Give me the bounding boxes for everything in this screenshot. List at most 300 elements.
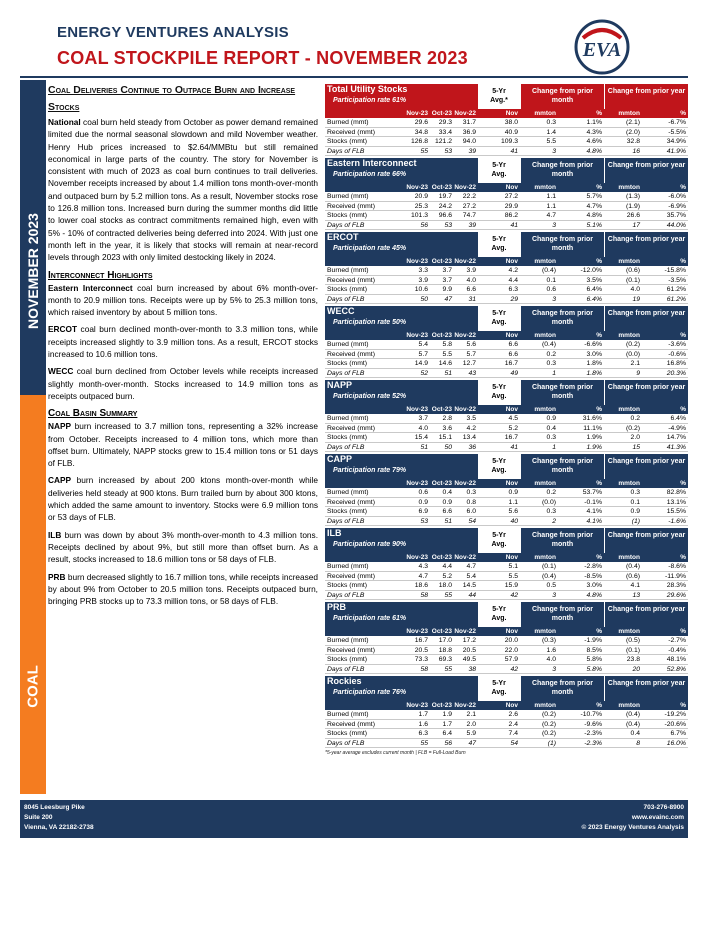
change-year-header: Change from prior year (604, 676, 688, 701)
ei-label: Eastern Interconnect (48, 282, 133, 293)
table-cell: 0.3 (546, 508, 556, 515)
table-cell: 96.6 (438, 212, 452, 219)
table-cell: 16.8% (666, 360, 686, 367)
table-cell: -3.6% (668, 341, 686, 348)
column-header: % (680, 110, 686, 117)
table-cell: 38.0 (504, 119, 518, 126)
row-label: Burned (mmt) (327, 119, 369, 126)
region-name: NAPP (327, 380, 353, 390)
table-cell: 16.0% (666, 739, 686, 747)
column-header: mmton (618, 628, 640, 635)
table-cell: 14.7% (666, 434, 686, 441)
change-year-header: Change from prior year (604, 454, 688, 479)
column-header: Oct-23 (431, 554, 452, 561)
column-header: Nov-22 (454, 480, 476, 487)
table-cell: 31.6% (582, 415, 602, 422)
table-cell: 1 (552, 369, 556, 377)
five-year-avg-header (478, 232, 520, 257)
table-cell: 50 (444, 443, 452, 451)
table-cell: 39 (468, 221, 476, 229)
ei-text: coal burn increased by about 6% month-over-month to 20.9 million tons. Receipts were up by 5% to 25.3 million tons, which raised inventory by about 5 million tons. (48, 282, 318, 318)
five-yr-label: 5-Yr (492, 606, 506, 613)
table-cell: 53.7% (582, 489, 602, 496)
table-cell: 0.3 (630, 489, 640, 496)
table-cell: 4.8% (586, 591, 602, 599)
column-header: % (680, 628, 686, 635)
table-cell: 4.6% (586, 138, 602, 145)
table-row (325, 433, 688, 443)
table-cell: 23.8 (626, 656, 640, 663)
table-cell: 20.5 (462, 646, 476, 654)
table-cell: -8.6% (668, 563, 686, 570)
table-cell: 4.8% (586, 212, 602, 219)
table-cell: 121.2 (434, 138, 452, 145)
table-cell: 5.9 (466, 730, 476, 737)
table-cell: 49 (510, 369, 518, 377)
table-cell: 43 (468, 369, 476, 377)
avg-label: Avg. (491, 245, 507, 252)
column-header: Nov-23 (406, 258, 428, 265)
table-cell: 5.6 (466, 341, 476, 348)
table-cell: (2.1) (626, 119, 640, 126)
column-header-row (325, 109, 688, 118)
column-header: Nov (505, 628, 518, 635)
national-paragraph (48, 116, 318, 264)
table-row (325, 572, 688, 582)
column-header: Nov-23 (406, 628, 428, 635)
table-cell: 14.9 (414, 360, 428, 367)
column-header: % (680, 258, 686, 265)
stock-table (325, 306, 688, 378)
table-header (325, 602, 688, 627)
table-cell: 47 (468, 739, 476, 747)
table-cell: 11.1% (583, 424, 602, 432)
table-cell: 50 (420, 295, 428, 303)
table-cell: 29.3 (438, 119, 452, 126)
table-cell: 0.6 (418, 489, 428, 496)
column-header-row (325, 553, 688, 562)
table-cell: 61.2% (666, 295, 686, 303)
table-cell: 0.4 (546, 424, 556, 432)
table-row (325, 507, 688, 517)
five-yr-label: 5-Yr (492, 162, 506, 169)
table-cell: 4.0 (418, 424, 428, 432)
region-name: WECC (327, 306, 355, 316)
table-cell: (0.4) (626, 711, 640, 718)
table-cell: -6.6% (584, 341, 602, 348)
table-cell: 40 (510, 517, 518, 525)
table-cell: 1.9% (586, 434, 602, 441)
table-cell: 53 (444, 147, 452, 155)
region-name: Eastern Interconnect (327, 158, 417, 168)
table-cell: 31.7 (462, 119, 476, 126)
five-year-avg-header (478, 158, 520, 183)
row-label: Stocks (mmt) (327, 582, 368, 589)
participation-rate: Participation rate 66% (333, 171, 407, 178)
table-cell: 55 (444, 591, 452, 599)
table-cell: 3.0% (586, 350, 602, 358)
table-cell: 3.5% (586, 276, 602, 284)
column-header: Nov-23 (406, 480, 428, 487)
table-cell: 3 (552, 591, 556, 599)
table-cell: 15.5% (666, 508, 686, 515)
row-label: Received (mmt) (327, 276, 375, 284)
table-cell: 0.6 (546, 286, 556, 293)
table-cell: 4.0 (546, 656, 556, 663)
table-title (325, 528, 478, 553)
column-header: % (680, 184, 686, 191)
table-cell: 41 (510, 443, 518, 451)
table-cell: 1.6 (418, 720, 428, 728)
column-header: mmton (618, 702, 640, 709)
table-cell: 17.0 (438, 637, 452, 644)
table-header (325, 232, 688, 257)
table-row (325, 211, 688, 221)
region-name: ERCOT (327, 232, 359, 242)
table-title (325, 306, 478, 331)
table-cell: 2.6 (508, 711, 518, 718)
table-cell: -6.0% (668, 193, 686, 200)
change-year-header: Change from prior year (604, 232, 688, 257)
table-cell: (0.4) (542, 341, 556, 348)
table-cell: 8.5% (586, 646, 602, 654)
table-cell: 3.7 (442, 267, 452, 274)
table-cell: 0.4 (442, 489, 452, 496)
table-cell: 5.1 (508, 563, 518, 570)
footer (20, 800, 688, 838)
table-cell: 54 (468, 517, 476, 525)
table-cell: 27.2 (462, 202, 476, 210)
table-cell: 20.3% (666, 369, 686, 377)
table-cell: 53 (420, 517, 428, 525)
prb-paragraph (48, 571, 318, 608)
column-header: Nov-22 (454, 184, 476, 191)
table-header (325, 306, 688, 331)
column-header: Nov-22 (454, 702, 476, 709)
table-cell: -0.4% (668, 646, 686, 654)
participation-rate: Participation rate 61% (333, 97, 407, 104)
table-cell: -0.6% (668, 350, 686, 358)
capp-text: burn increased by about 200 ktons month-over-month while deliveries held steady at 900 ktons. Burn trailed burn by about 300 ktons, which added the same amount to inventory. Stocks were 6.9 million tons or 53 days of FLB. (48, 475, 318, 523)
column-header: Nov-22 (454, 258, 476, 265)
wecc-label: WECC (48, 366, 74, 377)
row-label: Days of FLB (327, 369, 365, 377)
table-cell: 5.7 (418, 350, 428, 358)
table-cell: 4.4 (442, 563, 452, 570)
stock-table (325, 528, 688, 600)
participation-rate: Participation rate 61% (333, 615, 407, 622)
column-header: mmton (618, 184, 640, 191)
table-row (325, 221, 688, 231)
table-cell: (0.1) (626, 276, 640, 284)
table-cell: 3.9 (466, 267, 476, 274)
table-cell: 22.2 (462, 193, 476, 200)
column-header: Oct-23 (431, 258, 452, 265)
table-cell: 4.4 (508, 276, 518, 284)
table-cell: -6.9% (668, 202, 686, 210)
column-header-blank (325, 701, 406, 710)
table-cell: 24.2 (438, 202, 452, 210)
interconnect-heading: Interconnect Highlights (48, 269, 153, 281)
table-row (325, 369, 688, 379)
table-cell: 94.0 (462, 138, 476, 145)
region-name: CAPP (327, 454, 353, 464)
region-name: Rockies (327, 676, 362, 686)
table-cell: 3 (552, 665, 556, 673)
napp-label: NAPP (48, 421, 72, 432)
table-cell: (0.2) (542, 711, 556, 718)
column-header: mmton (618, 406, 640, 413)
row-label: Received (mmt) (327, 572, 375, 580)
participation-rate: Participation rate 52% (333, 393, 407, 400)
table-cell: 1.8% (586, 360, 602, 367)
table-cell: 44 (468, 591, 476, 599)
table-cell: 31 (468, 295, 476, 303)
region-name: PRB (327, 602, 347, 612)
table-cell: (0.5) (626, 637, 640, 644)
table-cell: 0.5 (546, 582, 556, 589)
row-label: Stocks (mmt) (327, 730, 368, 737)
column-header: mmton (618, 480, 640, 487)
table-cell: 18.8 (438, 646, 452, 654)
column-header: % (596, 554, 602, 561)
table-cell: 51 (444, 517, 452, 525)
website-link[interactable]: www.evainc.com (631, 814, 684, 821)
column-header: % (596, 628, 602, 635)
headline: Coal Deliveries Continue to Outpace Burn and Increase Stocks (48, 84, 296, 113)
change-year-header: Change from prior year (604, 602, 688, 627)
wecc-text: coal burn declined from October levels while receipts increased slightly month-over-month. Stocks increased to 14.9 million tons as receipts outpaced burn. (48, 366, 318, 401)
table-cell: 38 (468, 665, 476, 673)
table-cell: 0.9 (630, 508, 640, 515)
table-cell: 5.5 (546, 138, 556, 145)
row-label: Days of FLB (327, 443, 365, 451)
table-cell: 0.9 (418, 498, 428, 506)
table-row (325, 295, 688, 305)
table-row (325, 562, 688, 572)
stock-table (325, 232, 688, 304)
table-cell: 18.0 (438, 582, 452, 589)
table-cell: 1.1 (508, 498, 518, 506)
table-row (325, 147, 688, 157)
sidebar-section-label: COAL (24, 665, 42, 708)
table-cell: 20.5 (414, 646, 428, 654)
table-row (325, 488, 688, 498)
table-cell: 16 (632, 147, 640, 155)
column-header: mmton (534, 110, 556, 117)
column-header: mmton (618, 258, 640, 265)
table-row (325, 498, 688, 508)
table-row (325, 739, 688, 749)
table-cell: 0.2 (546, 350, 556, 358)
column-header: % (596, 110, 602, 117)
table-row (325, 517, 688, 527)
column-header-blank (325, 405, 406, 414)
table-cell: -6.7% (668, 119, 686, 126)
table-cell: 28.3% (666, 582, 686, 589)
row-label: Received (mmt) (327, 350, 375, 358)
table-cell: 0.1 (546, 276, 556, 284)
table-cell: 2.1 (466, 711, 476, 718)
table-cell: 3.0% (586, 582, 602, 589)
five-year-avg-header (478, 528, 520, 553)
column-header: Oct-23 (431, 332, 452, 339)
table-cell: 82.8% (666, 489, 686, 496)
table-cell: 61.2% (666, 286, 686, 293)
table-cell: 73.3 (414, 656, 428, 663)
change-month-header: Change from prior month (520, 232, 604, 257)
table-cell: 58 (420, 591, 428, 599)
column-header-blank (325, 331, 406, 340)
five-yr-label: 5-Yr (492, 236, 506, 243)
ercot-label: ERCOT (48, 324, 78, 335)
table-cell: 35.7% (666, 212, 686, 219)
row-label: Burned (mmt) (327, 341, 369, 348)
column-header: % (680, 554, 686, 561)
table-cell: (0.2) (542, 730, 556, 737)
avg-label: Avg. (491, 689, 507, 696)
column-header-blank (325, 553, 406, 562)
table-cell: 8 (636, 739, 640, 747)
region-name: ILB (327, 528, 342, 538)
table-cell: 41.3% (666, 443, 686, 451)
row-label: Stocks (mmt) (327, 138, 368, 145)
table-cell: 6.7% (670, 730, 686, 737)
column-header: Nov-22 (454, 110, 476, 117)
table-cell: 2.0 (630, 434, 640, 441)
row-label: Stocks (mmt) (327, 508, 368, 515)
table-cell: 29.6% (666, 591, 686, 599)
column-header: Nov (505, 184, 518, 191)
column-header: mmton (534, 184, 556, 191)
table-cell: 42 (510, 591, 518, 599)
table-cell: 4.3 (418, 563, 428, 570)
table-title (325, 380, 478, 405)
table-cell: 2.1 (630, 360, 640, 367)
narrative-column (48, 82, 318, 612)
table-cell: 0.9 (546, 415, 556, 422)
table-cell: 5.8% (586, 665, 602, 673)
stock-table (325, 380, 688, 452)
row-label: Stocks (mmt) (327, 656, 368, 663)
table-cell: 2.4 (508, 720, 518, 728)
table-cell: 48.1% (666, 656, 686, 663)
table-cell: 2 (552, 517, 556, 525)
table-row (325, 710, 688, 720)
table-cell: 4.2 (466, 424, 476, 432)
column-header-row (325, 183, 688, 192)
stock-table (325, 454, 688, 526)
column-header: mmton (618, 110, 640, 117)
address-line-3: Vienna, VA 22182-2738 (24, 824, 94, 831)
table-cell: 5.4 (418, 341, 428, 348)
table-cell: 22.0 (504, 646, 518, 654)
table-cell: 40.9 (504, 128, 518, 136)
table-cell: 47 (444, 295, 452, 303)
table-cell: -3.5% (668, 276, 686, 284)
table-cell: 19.7 (438, 193, 452, 200)
table-cell: 3.7 (418, 415, 428, 422)
avg-label: Avg.* (490, 97, 508, 104)
table-cell: -20.6% (664, 720, 686, 728)
row-label: Received (mmt) (327, 646, 375, 654)
table-title (325, 84, 478, 109)
address-line-1: 8045 Leesburg Pike (24, 804, 85, 811)
table-cell: 3.7 (442, 276, 452, 284)
table-cell: 101.3 (410, 212, 428, 219)
table-cell: 55 (420, 147, 428, 155)
row-label: Received (mmt) (327, 720, 375, 728)
table-cell: 39 (468, 147, 476, 155)
column-header: mmton (618, 332, 640, 339)
table-row (325, 729, 688, 739)
row-label: Burned (mmt) (327, 489, 369, 496)
participation-rate: Participation rate 50% (333, 319, 407, 326)
table-cell: 6.3 (508, 286, 518, 293)
table-cell: (0.3) (542, 637, 556, 644)
table-cell: 109.3 (500, 138, 518, 145)
table-cell: (0.6) (626, 267, 640, 274)
table-cell: 34.9% (666, 138, 686, 145)
table-cell: 3 (552, 295, 556, 303)
table-header (325, 676, 688, 701)
ercot-text: coal burn declined month-over-month to 3.3 million tons, while receipts increased slightly to 3.9 million tons. As a result, ERCOT stocks increased to 10.6 million tons. (48, 324, 318, 360)
table-row (325, 636, 688, 646)
column-header: Oct-23 (431, 480, 452, 487)
table-cell: (1) (631, 517, 640, 525)
table-cell: 5.5 (508, 572, 518, 580)
table-cell: 126.8 (410, 138, 428, 145)
table-cell: 1.9% (586, 443, 602, 451)
change-month-header: Change from prior month (520, 306, 604, 331)
region-name: Total Utility Stocks (327, 84, 408, 94)
table-cell: 0.3 (546, 360, 556, 367)
report-title: COAL STOCKPILE REPORT - NOVEMBER 2023 (57, 48, 468, 68)
table-cell: 86.2 (504, 212, 518, 219)
column-header: % (596, 702, 602, 709)
table-cell: (0.4) (542, 572, 556, 580)
table-cell: 19 (632, 295, 640, 303)
five-year-avg-header (478, 676, 520, 701)
table-cell: 2.0 (466, 720, 476, 728)
table-cell: (0.2) (542, 720, 556, 728)
table-cell: 15.4 (414, 434, 428, 441)
change-month-header: Change from prior month (520, 380, 604, 405)
table-cell: 49.5 (462, 656, 476, 663)
table-cell: -2.8% (584, 563, 602, 570)
table-cell: 7.4 (508, 730, 518, 737)
table-cell: -2.3% (584, 739, 602, 747)
napp-paragraph (48, 420, 318, 469)
table-cell: (2.0) (626, 128, 640, 136)
table-cell: 0.2 (630, 415, 640, 422)
avg-label: Avg. (491, 171, 507, 178)
change-month-header: Change from prior month (520, 676, 604, 701)
table-cell: 4.8% (586, 147, 602, 155)
row-label: Stocks (mmt) (327, 212, 368, 219)
table-cell: 1.4 (546, 128, 556, 136)
table-cell: 4.0 (630, 286, 640, 293)
table-row (325, 285, 688, 295)
table-cell: (0.0) (542, 498, 556, 506)
napp-text: burn increased to 3.7 million tons, representing a 32% increase from October. Receipts increased to 4 million tons, which more than offset burn. Ultimately, NAPP stocks grew to 15.4 million tons or 51 days of FLB. (48, 421, 318, 469)
column-header-row (325, 627, 688, 636)
footer-contact (582, 803, 684, 833)
table-cell: 5.2 (442, 572, 452, 580)
company-name: ENERGY VENTURES ANALYSIS (57, 24, 289, 41)
table-cell: 3.9 (418, 276, 428, 284)
table-cell: 52.8% (666, 665, 686, 673)
